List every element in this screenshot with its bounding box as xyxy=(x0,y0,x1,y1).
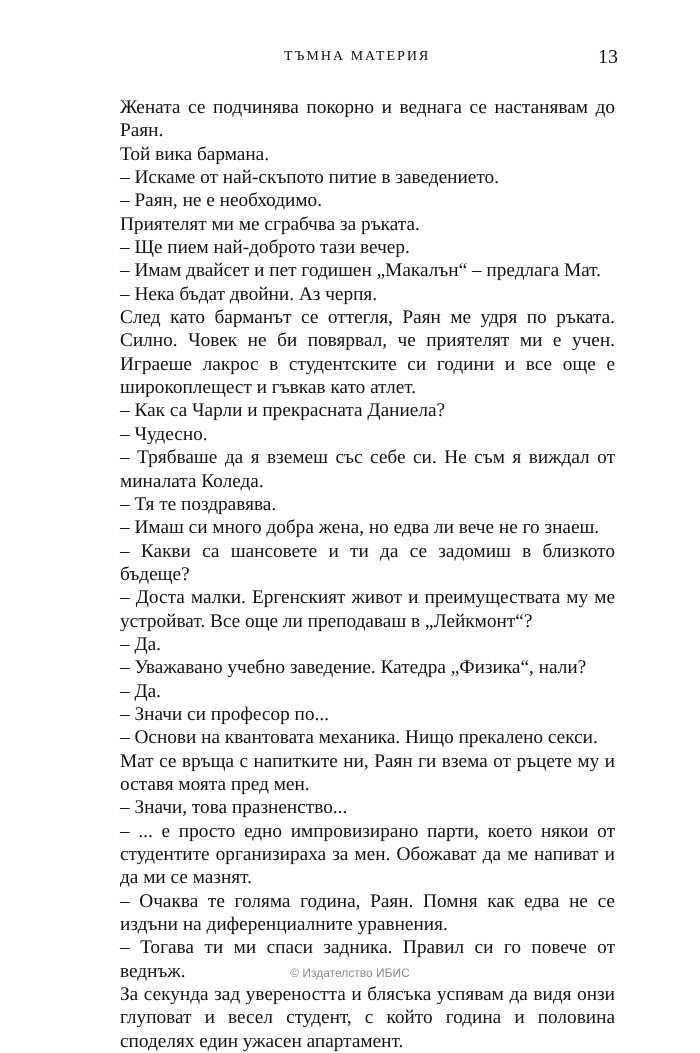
paragraph: – Да. xyxy=(120,680,161,702)
publisher-footer: © Издателство ИБИС xyxy=(290,966,410,980)
paragraph: – Уважавано учебно заведение. Катедра „Физика“, нали? xyxy=(120,657,587,679)
paragraph: – Основи на квантовата механика. Нищо прекалено секси. xyxy=(120,727,598,749)
paragraph: – Нека бъдат двойни. Аз черпя. xyxy=(120,283,378,305)
paragraph: – Раян, не е необходимо. xyxy=(120,190,323,212)
running-head: ТЪМНА МАТЕРИЯ xyxy=(284,49,431,64)
paragraph: – ... е просто едно импровизирано парти, което някои от студентите организираха за мен. Обожават да ме напиват и да ми се мазнят. xyxy=(120,820,615,889)
paragraph: Той вика бармана. xyxy=(120,143,270,165)
paragraph: – Трябваше да я вземеш със себе си. Не съм я виждал от миналата Коледа. xyxy=(120,447,615,492)
paragraph: – Искаме от най-скъпото питие в заведението. xyxy=(120,167,499,189)
paragraph: За секунда зад увереността и блясъка успявам да видя онзи глуповат и весел студент, с който година и половина споделях един ужасен апартамент. xyxy=(120,984,615,1052)
paragraph: – Ще пием най-доброто тази вечер. xyxy=(120,237,410,259)
paragraph: – Имаш си много добра жена, но едва ли вече не го знаеш. xyxy=(120,517,600,539)
paragraph: Жената се подчинява покорно и веднага се настанявам до Раян. xyxy=(120,97,615,142)
paragraph: – Очаква те голяма година, Раян. Помня как едва не се издъни на диференциалните уравнения. xyxy=(120,890,615,936)
paragraph: – Какви са шансовете и ти да се задомиш в близкото бъдеще? xyxy=(120,540,615,585)
paragraph: – Как са Чарли и прекрасната Даниела? xyxy=(120,400,446,422)
paragraph: – Тогава ти ми спаси задника. Правил си го повече от веднъж. xyxy=(120,937,615,982)
body-text xyxy=(120,96,615,1053)
page-number: 13 xyxy=(598,46,618,68)
paragraph: – Имам двайсет и пет годишен „Макалън“ – предлага Мат. xyxy=(120,260,601,282)
paragraph: Приятелят ми ме сграбчва за ръката. xyxy=(120,213,420,235)
paragraph: Мат се връща с напитките ни, Раян ги взема от ръцете му и оставя моята пред мен. xyxy=(120,750,615,795)
paragraph: – Доста малки. Ергенският живот и преимуществата му ме устройват. Все още ли преподаваш в „Лейкмонт“? xyxy=(120,587,615,632)
paragraph: След като барманът се оттегля, Раян ме удря по ръката. Силно. Човек не би повярвал, че приятелят ми е учен. Играеше лакрос в студентските си години и все още е широкоплещест и гъвкав като атлет. xyxy=(120,307,615,399)
paragraph: – Значи си професор по... xyxy=(120,703,329,725)
paragraph: – Да. xyxy=(120,633,161,655)
paragraph: – Значи, това празненство... xyxy=(120,797,348,819)
paragraph: – Чудесно. xyxy=(120,423,208,445)
paragraph: – Тя те поздравява. xyxy=(120,493,277,515)
